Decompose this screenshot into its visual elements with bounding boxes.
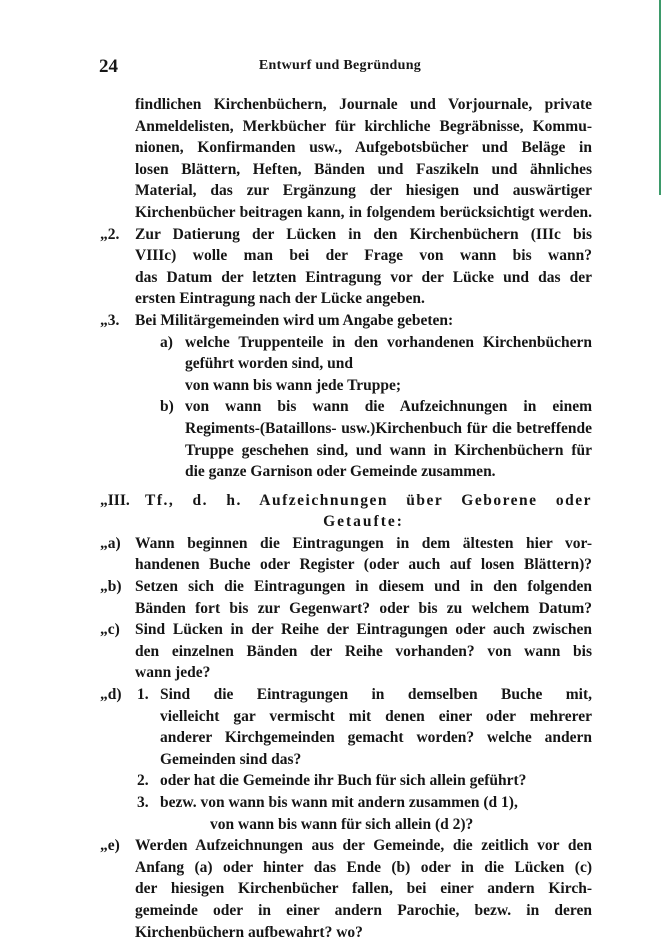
line-text: Sind Lücken in der Reihe der Eintragungen oder auch zwischen	[135, 621, 592, 639]
line-text: Anmeldelisten, Merkbücher für kirchliche Begräbnisse, Kommu-	[135, 117, 592, 135]
text-line	[0, 662, 669, 684]
line-text: Sind die Eintragungen in demselben Buche mit,	[160, 686, 592, 704]
line-text: vielleicht gar vermischt mit denen einer oder mehrerer	[160, 707, 592, 725]
question-d-3	[0, 792, 669, 814]
text-line	[0, 288, 669, 310]
item-marker: „b)	[100, 578, 122, 596]
text-line	[0, 641, 669, 663]
sub-marker: 1.	[137, 686, 149, 704]
line-text: Kirchenbüchern aufbewahrt? wo?	[135, 923, 363, 941]
sub-marker: 2.	[137, 772, 149, 790]
item-marker: „d)	[100, 686, 122, 704]
line-text: Zur Datierung der Lücken in den Kirchenbüchern (IIIc bis	[135, 225, 592, 243]
line-text: findlichen Kirchenbüchern, Journale und Vorjournale, private	[135, 96, 592, 113]
line-text: Bänden fort bis zur Gegenwart? oder bis zu welchem Datum?	[135, 599, 592, 617]
running-title: Entwurf und Begründung	[258, 58, 422, 73]
text-line	[0, 461, 669, 483]
question-c	[0, 619, 669, 641]
text-line	[0, 180, 669, 202]
line-text: ersten Eintragung nach der Lücke angeben.	[135, 290, 425, 308]
text-line	[0, 202, 669, 224]
text-line	[0, 814, 669, 836]
text-line	[0, 375, 669, 397]
line-text: wann jede?	[135, 664, 211, 682]
line-text: Wann beginnen die Eintragungen in dem ältesten hier vor-	[135, 534, 592, 552]
item-marker: „2.	[100, 225, 120, 243]
item-marker: „3.	[100, 311, 120, 329]
text-line	[0, 418, 669, 440]
item-marker: a)	[160, 333, 173, 351]
text-line	[0, 245, 669, 267]
section-heading	[0, 490, 669, 512]
text-line	[0, 857, 669, 879]
section-heading-cont	[0, 511, 669, 533]
section-marker: „III.	[100, 491, 130, 509]
text-line	[0, 554, 669, 576]
line-text: den einzelnen Bänden der Reihe vorhanden? von wann bis	[135, 642, 592, 660]
text-line	[0, 440, 669, 462]
question-b	[0, 576, 669, 598]
text-line	[0, 900, 669, 922]
page-number: 24	[99, 56, 118, 77]
sub-item-a	[0, 332, 669, 354]
line-text: Werden Aufzeichnungen aus der Gemeinde, die zeitlich vor den	[135, 837, 592, 855]
line-text: Truppe geschehen sind, und wann in Kirchenbüchern für	[185, 441, 592, 459]
item-marker: „c)	[100, 621, 120, 639]
line-text: welche Truppenteile in den vorhandenen Kirchenbüchern	[185, 333, 592, 351]
line-text: Regiments-(Bataillons- usw.)Kirchenbuch für die betreffende	[185, 419, 592, 437]
sub-item-b	[0, 396, 669, 418]
text-line	[0, 137, 669, 159]
line-text: anderer Kirchgemeinden gemacht worden? welche andern	[160, 729, 592, 747]
line-text: bezw. von wann bis wann mit andern zusammen (d 1),	[160, 794, 518, 811]
text-line	[0, 116, 669, 138]
line-text: von wann bis wann die Aufzeichnungen in einem	[185, 398, 592, 416]
line-text: Setzen sich die Eintragungen in diesem und in den folgenden	[135, 578, 592, 596]
text-line	[0, 353, 669, 375]
line-text: VIIIc) wolle man bei der Frage von wann bis wann?	[135, 247, 592, 265]
item-3	[0, 310, 669, 332]
line-text: handenen Buche oder Register (oder auch auf losen Blättern)?	[135, 556, 592, 574]
sub-marker: 3.	[137, 794, 149, 811]
text-line	[0, 749, 669, 771]
line-text: Anfang (a) oder hinter das Ende (b) oder in die Lücken (c)	[135, 858, 592, 876]
text-line	[0, 878, 669, 900]
text-line	[0, 267, 669, 289]
line-text: geführt worden sind, und	[185, 355, 353, 373]
line-text: von wann bis wann für sich allein (d 2)?	[210, 815, 474, 833]
heading-text: Tf., d. h. Aufzeichnungen über Geborene oder	[145, 491, 592, 509]
line-text: Bei Militärgemeinden wird um Angabe gebeten:	[135, 311, 454, 329]
text-line	[0, 706, 669, 728]
line-text: Material, das zur Ergänzung der hiesigen und auswärtiger	[135, 182, 592, 200]
question-e	[0, 835, 669, 857]
line-text: von wann bis wann jede Truppe;	[185, 376, 402, 394]
line-text: oder hat die Gemeinde ihr Buch für sich allein geführt?	[160, 772, 527, 790]
line-text: Gemeinden sind das?	[160, 750, 302, 768]
text-line	[0, 922, 669, 944]
line-text: das Datum der letzten Eintragung vor der Lücke und das der	[135, 268, 592, 286]
item-marker: b)	[160, 398, 174, 416]
question-d-2	[0, 770, 669, 792]
question-a	[0, 533, 669, 555]
text-line	[0, 598, 669, 620]
line-text: losen Blättern, Heften, Bänden und Faszikeln und ähnliches	[135, 160, 592, 178]
line-text: die ganze Garnison oder Gemeinde zusammen.	[185, 463, 496, 481]
page-body	[0, 94, 669, 943]
item-marker: „e)	[100, 837, 120, 855]
item-2	[0, 224, 669, 246]
line-text: Kirchenbücher beitragen kann, in folgendem berücksichtigt werden.	[135, 203, 592, 221]
line-text: nionen, Konfirmanden usw., Aufgebotsbücher und Beläge in	[135, 139, 592, 157]
line-text: gemeinde oder in einer andern Parochie, bezw. in deren	[135, 901, 592, 919]
heading-text: Getaufte:	[323, 513, 404, 531]
text-line	[0, 727, 669, 749]
text-line	[0, 94, 669, 116]
line-text: der hiesigen Kirchenbücher fallen, bei einer andern Kirch-	[135, 880, 592, 898]
item-marker: „a)	[100, 534, 121, 552]
question-d	[0, 684, 669, 706]
spacer	[0, 483, 669, 490]
text-line	[0, 159, 669, 181]
